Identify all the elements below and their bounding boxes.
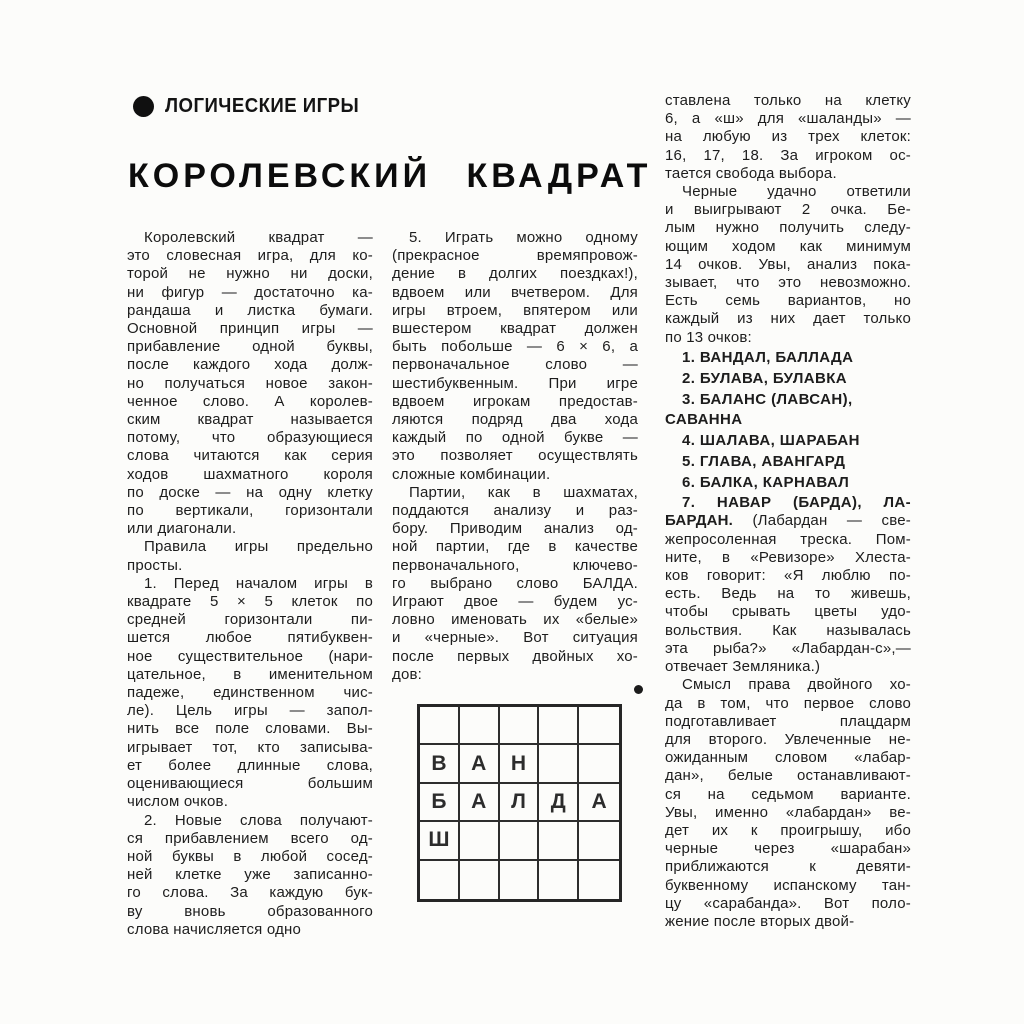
text-line: го выбрано слово БАЛДА. xyxy=(392,574,638,592)
text-line: Королевский квадрат — xyxy=(144,229,373,246)
text-line: 5. ГЛАВА, АВАНГАРД xyxy=(682,452,846,470)
text-line: вдвоем или вчетвером. Для xyxy=(392,283,638,301)
text-line: вшестером квадрат должен xyxy=(392,320,638,338)
text-line: средней горизонтали пи- xyxy=(127,611,373,629)
game-grid xyxy=(417,704,622,902)
text-line: 2. Новые слова получают- xyxy=(144,811,373,829)
text-line: подготавливает плацдарм xyxy=(665,712,911,730)
text-line: и «черные». Вот ситуация xyxy=(392,629,638,647)
bullet-icon xyxy=(133,96,154,117)
text-line: цательное, в именительном xyxy=(127,665,373,683)
text-line: дение в долгих поездках!), xyxy=(392,265,638,283)
text-line: Смысл права двойного хо- xyxy=(682,676,911,694)
text-line: прибавление одной буквы, xyxy=(127,338,373,356)
text-line: числом очков. xyxy=(127,793,229,811)
text-line: есть. Ведь на то живешь, xyxy=(665,585,911,603)
text-line: зывает, что это невозможно. xyxy=(665,274,911,292)
text-line: для второго. Увлеченные не- xyxy=(665,730,911,748)
text-line: Основной принцип игры — xyxy=(127,320,373,338)
text-line: дов: xyxy=(392,665,423,683)
text-line: слова читаются как серия xyxy=(127,447,373,465)
text-line: шестибуквенным. При игре xyxy=(392,374,638,392)
text-line: игрывает тот, кто записыва- xyxy=(127,738,373,756)
text-line: первоначального, ключево- xyxy=(392,556,638,574)
text-segment: БАРДАН. xyxy=(665,512,753,530)
text-line: ните, в «Ревизоре» Хлеста- xyxy=(665,548,911,566)
text-line: вдвоем игрокам предостав- xyxy=(392,392,638,410)
text-line: цу «сарабанда». Вот поло- xyxy=(665,894,911,912)
text-line: или диагонали. xyxy=(127,520,237,538)
grid-cell-letter: А xyxy=(460,784,500,822)
grid-cell xyxy=(539,861,579,899)
grid-cell-letter: Б xyxy=(420,784,460,822)
grid-cell xyxy=(500,861,540,899)
text-line: Партии, как в шахматах, xyxy=(409,483,638,501)
text-line: ляются подряд два хода xyxy=(392,411,638,429)
grid-cell-letter: А xyxy=(460,745,500,783)
section-kicker xyxy=(133,95,374,118)
text-line: падеже, единственном чис- xyxy=(127,684,373,702)
grid-cell-letter: В xyxy=(420,745,460,783)
text-line: ет более длинные слова, xyxy=(127,756,373,774)
text-line: Играют двое — будем ус- xyxy=(392,593,638,611)
text-line: 14 очков. Увы, анализ пока- xyxy=(665,255,911,273)
text-line: рандаша и листка бумаги. xyxy=(127,301,373,319)
grid-cell xyxy=(500,822,540,860)
text-line: ле). Цель игры — запол- xyxy=(127,702,373,720)
text-line: каждый из них дает только xyxy=(665,310,911,328)
text-line: чтобы срывать цветы удо- xyxy=(665,603,911,621)
text-line: Черные удачно ответили xyxy=(682,183,911,201)
grid-cell-letter: Д xyxy=(539,784,579,822)
text-line: по вертикали, горизонтали xyxy=(127,502,373,520)
text-line: го слова. За каждую бук- xyxy=(127,884,373,902)
text-line: дан», белые останавливают- xyxy=(665,767,911,785)
grid-cell-letter: Н xyxy=(500,745,540,783)
text-line: просты. xyxy=(127,556,183,574)
column-left xyxy=(127,229,373,939)
text-line: шется любое пятибуквен- xyxy=(127,629,373,647)
text-line: приближаются к девяти- xyxy=(665,858,911,876)
text-line: 2. БУЛАВА, БУЛАВКА xyxy=(682,370,848,388)
section-label: ЛОГИЧЕСКИЕ ИГРЫ xyxy=(165,95,360,117)
text-line: сложные комбинации. xyxy=(392,465,551,483)
text-line: ное существительное (нари- xyxy=(127,647,373,665)
text-line: слова начисляется одно xyxy=(127,920,302,938)
text-line: САВАННА xyxy=(665,411,743,429)
text-line: ков говорит: «Я люблю по- xyxy=(665,567,911,585)
text-line: ставлена только на клетку xyxy=(665,92,911,109)
text-line: 16, 17, 18. За игроком ос- xyxy=(665,146,911,164)
column-right xyxy=(665,92,911,931)
text-line: черные через «шарабан» xyxy=(665,840,911,858)
text-line: торой не нужно ни доски, xyxy=(127,265,373,283)
grid-cell xyxy=(579,822,619,860)
text-line: эта рыба?» «Лабардан-с»,— xyxy=(665,639,911,657)
text-line: быть побольше — 6 × 6, а xyxy=(392,338,638,356)
text-line: ни фигур — достаточно ка- xyxy=(127,283,373,301)
text-line: по 13 очков: xyxy=(665,328,752,346)
text-line: потому, что образующиеся xyxy=(127,429,373,447)
text-line: буквенному испанскому тан- xyxy=(665,876,911,894)
text-line: ной буквы в любой сосед- xyxy=(127,847,373,865)
text-line: первоначальное слово — xyxy=(392,356,638,374)
article-title: КОРОЛЕВСКИЙ КВАДРАТ xyxy=(128,157,652,195)
text-line: по доске — на одну клетку xyxy=(127,483,373,501)
text-line: лым нужно получить следу- xyxy=(665,219,911,237)
text-line: после каждого хода долж- xyxy=(127,356,373,374)
text-line: 1. ВАНДАЛ, БАЛЛАДА xyxy=(682,349,854,367)
grid-cell xyxy=(579,745,619,783)
text-line: каждый по одной букве — xyxy=(392,429,638,447)
text-line: жепросоленная треска. Пом- xyxy=(665,530,911,548)
text-line: ожиданным словом «лабар- xyxy=(665,749,911,767)
grid-cell-letter: Ш xyxy=(420,822,460,860)
text-line xyxy=(665,512,911,530)
text-line: бору. Приводим анализ од- xyxy=(392,520,638,538)
text-line: Есть семь вариантов, но xyxy=(665,292,911,310)
text-line: Правила игры предельно xyxy=(144,538,373,556)
grid-cell xyxy=(539,707,579,745)
text-line: 6. БАЛКА, КАРНАВАЛ xyxy=(682,473,850,491)
grid-cell xyxy=(500,707,540,745)
grid-cell xyxy=(420,707,460,745)
text-line: 7. НАВАР (БАРДА), ЛА- xyxy=(682,494,911,512)
text-line: ся прибавлением всего од- xyxy=(127,829,373,847)
grid-cell-letter: Л xyxy=(500,784,540,822)
ink-dot-icon xyxy=(634,685,643,694)
grid-cell xyxy=(579,707,619,745)
text-line: жение после вторых двой- xyxy=(665,912,855,930)
text-line: после первых двойных хо- xyxy=(392,647,638,665)
text-line: Увы, именно «лабардан» ве- xyxy=(665,803,911,821)
text-line: 5. Играть можно одному xyxy=(409,229,638,246)
text-line: оценивающиеся большим xyxy=(127,775,373,793)
text-line: это словесная игра, для ко- xyxy=(127,247,373,265)
grid-cell xyxy=(539,745,579,783)
text-segment: (Лабардан — све- xyxy=(752,512,911,530)
text-line: нить все поле словами. Вы- xyxy=(127,720,373,738)
text-line: отвечает Земляника.) xyxy=(665,658,821,676)
text-line: тается свобода выбора. xyxy=(665,164,837,182)
grid-cell xyxy=(539,822,579,860)
grid-cell-letter: А xyxy=(579,784,619,822)
column-middle xyxy=(392,229,638,684)
grid-cell xyxy=(420,861,460,899)
text-line: ходов шахматного короля xyxy=(127,465,373,483)
text-line: дет их к проигрышу, ибо xyxy=(665,821,911,839)
text-line: 1. Перед началом игры в xyxy=(144,574,373,592)
text-line: вольствия. Как называлась xyxy=(665,621,911,639)
text-line: 4. ШАЛАВА, ШАРАБАН xyxy=(682,432,860,450)
text-line: ченное слово. А королев- xyxy=(127,392,373,410)
text-line: 6, а «ш» для «шаланды» — xyxy=(665,110,911,128)
text-line: но получаться новое закон- xyxy=(127,374,373,392)
grid-cell xyxy=(460,861,500,899)
text-line: 3. БАЛАНС (ЛАВСАН), xyxy=(682,390,853,408)
grid-cell xyxy=(460,707,500,745)
text-line: (прекрасное времяпровож- xyxy=(392,247,638,265)
text-line: на любую из трех клеток: xyxy=(665,128,911,146)
text-line: поддаются анализу и раз- xyxy=(392,502,638,520)
text-line: ским квадрат называется xyxy=(127,411,373,429)
grid-cell xyxy=(460,822,500,860)
text-line: да в том, что первое слово xyxy=(665,694,911,712)
text-line: ся на седьмом варианте. xyxy=(665,785,911,803)
text-line: и выигрывают 2 очка. Бе- xyxy=(665,201,911,219)
text-line: ловно именовать их «белые» xyxy=(392,611,638,629)
text-line: игры втроем, впятером или xyxy=(392,301,638,319)
text-line: ной партии, где в качестве xyxy=(392,538,638,556)
text-line: ву вновь образованного xyxy=(127,902,373,920)
text-line: квадрате 5 × 5 клеток по xyxy=(127,593,373,611)
grid-cell xyxy=(579,861,619,899)
text-line: это позволяет осуществлять xyxy=(392,447,638,465)
text-line: ней клетке уже записанно- xyxy=(127,866,373,884)
text-line: ющим ходом как минимум xyxy=(665,237,911,255)
